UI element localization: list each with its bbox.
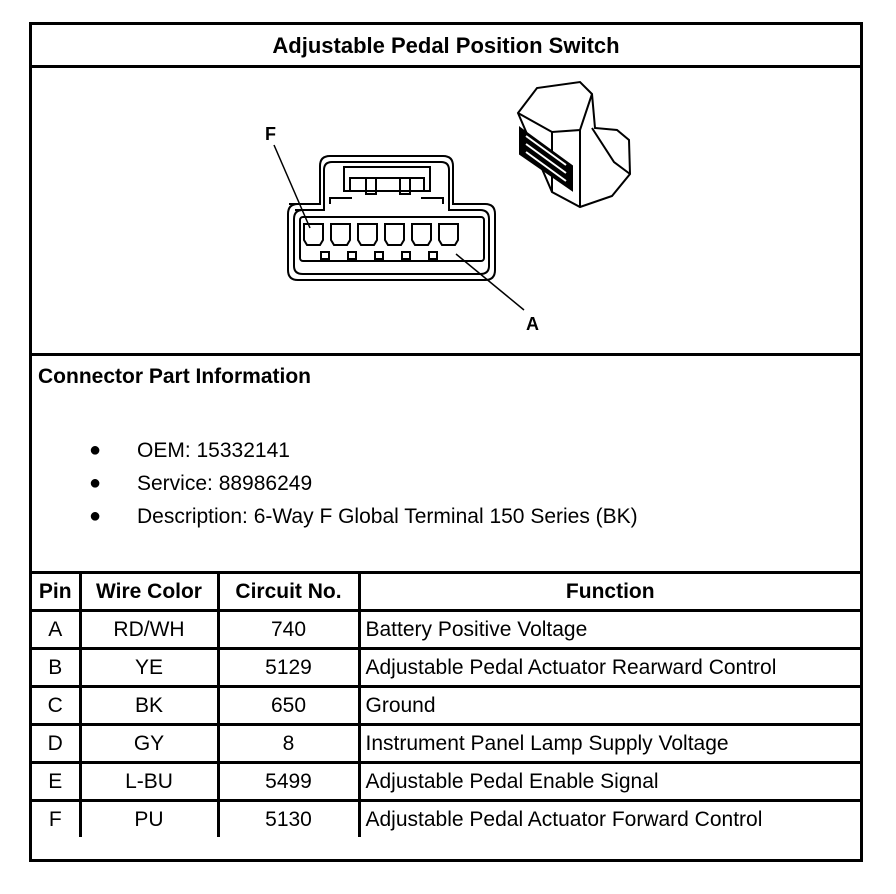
function-cell: Adjustable Pedal Actuator Forward Control	[359, 801, 860, 838]
circuit-cell: 650	[218, 687, 359, 725]
function-cell: Adjustable Pedal Enable Signal	[359, 763, 860, 801]
pin-cavities	[304, 224, 458, 245]
function-cell: Ground	[359, 687, 860, 725]
connector-diagram	[32, 68, 860, 353]
connector-iso-drawing	[518, 82, 630, 207]
info-item-text: Description: 6-Way F Global Terminal 150 Series (BK)	[137, 505, 638, 528]
info-item-text: Service: 88986249	[137, 472, 313, 495]
pin-cell: A	[32, 611, 80, 649]
connector-figure	[32, 68, 860, 356]
info-item-service	[32, 467, 638, 500]
wire-color-cell: GY	[80, 725, 218, 763]
bullet-icon: ●	[89, 505, 102, 527]
callout-leader-f	[274, 145, 310, 228]
connector-part-info	[32, 356, 860, 574]
function-cell: Adjustable Pedal Actuator Rearward Control	[359, 649, 860, 687]
pin-cell: D	[32, 725, 80, 763]
pin-cell: F	[32, 801, 80, 838]
wire-color-cell: RD/WH	[80, 611, 218, 649]
pin-cell: B	[32, 649, 80, 687]
header-wire-color: Wire Color	[80, 574, 218, 611]
pin-table-header	[32, 574, 860, 611]
callout-label-a: A	[526, 314, 539, 334]
wire-color-cell: BK	[80, 687, 218, 725]
header-pin: Pin	[32, 574, 80, 611]
table-row	[32, 687, 860, 725]
table-row	[32, 763, 860, 801]
pin-cell: E	[32, 763, 80, 801]
header-function: Function	[359, 574, 860, 611]
wire-color-cell: L-BU	[80, 763, 218, 801]
info-item-oem	[32, 434, 638, 467]
bullet-icon: ●	[89, 472, 102, 494]
connector-info-heading: Connector Part Information	[38, 365, 312, 388]
page-title: Adjustable Pedal Position Switch	[32, 25, 860, 68]
table-row	[32, 725, 860, 763]
connector-info-list	[32, 434, 638, 533]
info-item-text: OEM: 15332141	[137, 439, 290, 462]
table-row	[32, 649, 860, 687]
circuit-cell: 5129	[218, 649, 359, 687]
function-cell: Battery Positive Voltage	[359, 611, 860, 649]
callout-label-f: F	[265, 124, 276, 144]
circuit-cell: 5130	[218, 801, 359, 838]
pin-cell: C	[32, 687, 80, 725]
circuit-cell: 5499	[218, 763, 359, 801]
bullet-icon: ●	[89, 439, 102, 461]
wire-color-cell: PU	[80, 801, 218, 838]
circuit-cell: 740	[218, 611, 359, 649]
table-row	[32, 611, 860, 649]
circuit-cell: 8	[218, 725, 359, 763]
connector-sheet	[29, 22, 863, 862]
wire-color-cell: YE	[80, 649, 218, 687]
pin-table	[32, 574, 860, 837]
info-item-description	[32, 500, 638, 533]
function-cell: Instrument Panel Lamp Supply Voltage	[359, 725, 860, 763]
table-row	[32, 801, 860, 838]
header-circuit-no: Circuit No.	[218, 574, 359, 611]
